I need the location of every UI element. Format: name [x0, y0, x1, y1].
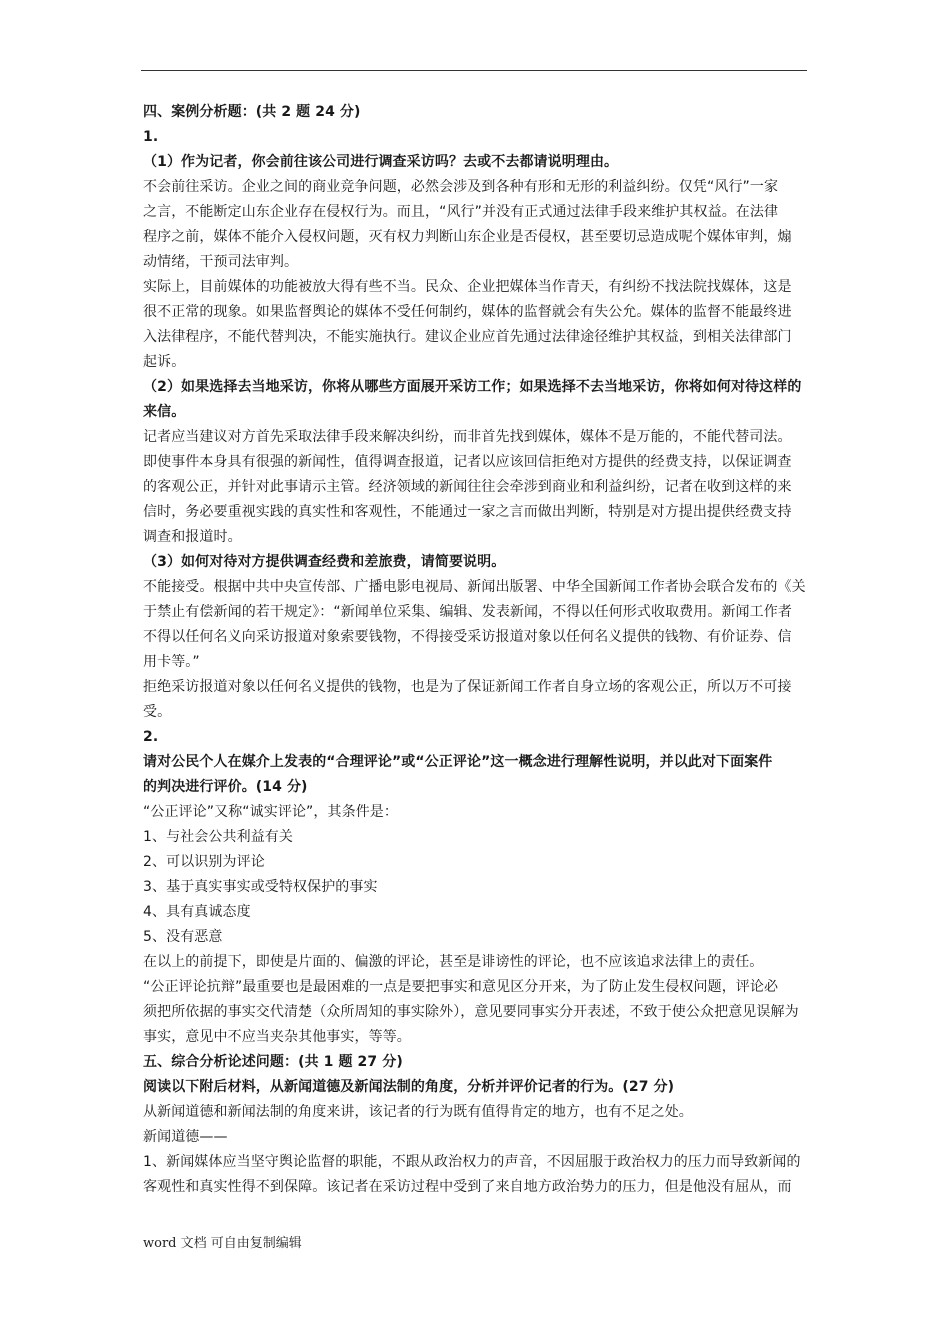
heading-line: 请对公民个人在媒介上发表的“合理评论”或“公正评论”这一概念进行理解性说明，并以此对下面案件 — [143, 754, 773, 770]
heading-line: （1）作为记者，你会前往该公司进行调查采访吗？去或不去都请说明理由。 — [143, 154, 619, 170]
heading-line: （3）如何对待对方提供调查经费和差旅费，请简要说明。 — [143, 554, 506, 570]
text-line: 1、与社会公共利益有关 — [143, 829, 294, 845]
text-line: “公正评论”又称“诚实评论”，其条件是： — [143, 804, 399, 820]
text-line: 用卡等。” — [143, 654, 200, 670]
text-line: 须把所依据的事实交代清楚（众所周知的事实除外），意见要同事实分开表述，不致于使公众把意见误解为 — [143, 1004, 799, 1020]
text-line: 新闻道德—— — [143, 1129, 228, 1145]
text-line: 不能接受。根据中共中央宣传部、广播电影电视局、新闻出版署、中华全国新闻工作者协会联合发布的《关 — [143, 579, 806, 595]
text-line: 受。 — [143, 704, 172, 720]
text-line: 于禁止有偿新闻的若干规定》：“新闻单位采集、编辑、发表新闻，不得以任何形式收取费用。新闻工作者 — [143, 604, 792, 620]
text-line: 信时，务必要重视实践的真实性和客观性，不能通过一家之言而做出判断，特别是对方提出提供经费支持 — [143, 504, 792, 520]
text-line: 事实，意见中不应当夹杂其他事实，等等。 — [143, 1029, 411, 1045]
heading-line: 来信。 — [143, 404, 186, 420]
text-line: 实际上，目前媒体的功能被放大得有些不当。民众、企业把媒体当作青天，有纠纷不找法院找媒体，这是 — [143, 279, 792, 295]
text-line: 之言，不能断定山东企业存在侵权行为。而且，“风行”并没有正式通过法律手段来维护其权益。在法律 — [143, 204, 779, 220]
text-line: 2、可以识别为评论 — [143, 854, 265, 870]
heading-line: 五、综合分析论述问题：(共 1 题 27 分) — [143, 1054, 403, 1070]
text-line: 1、新闻媒体应当坚守舆论监督的职能，不跟从政治权力的声音，不因屈服于政治权力的压力而导致新闻的 — [143, 1154, 801, 1170]
text-line: 拒绝采访报道对象以任何名义提供的钱物，也是为了保证新闻工作者自身立场的客观公正，所以万不可接 — [143, 679, 792, 695]
text-line: 从新闻道德和新闻法制的角度来讲，该记者的行为既有值得肯定的地方，也有不足之处。 — [143, 1104, 693, 1120]
text-line: 调查和报道时。 — [143, 529, 242, 545]
text-line: 不得以任何名义向采访报道对象索要钱物，不得接受采访报道对象以任何名义提供的钱物、有价证券、信 — [143, 629, 792, 645]
text-line: 起诉。 — [143, 354, 186, 370]
text-line: 很不正常的现象。如果监督舆论的媒体不受任何制约，媒体的监督就会有失公允。媒体的监督不能最终进 — [143, 304, 792, 320]
text-line: 4、具有真诚态度 — [143, 904, 251, 920]
text-line: 在以上的前提下，即使是片面的、偏激的评论，甚至是诽谤性的评论，也不应该追求法律上的责任。 — [143, 954, 764, 970]
heading-line: 的判决进行评价。(14 分) — [143, 779, 308, 795]
text-line: 动情绪，干预司法审判。 — [143, 254, 299, 270]
text-line: 记者应当建议对方首先采取法律手段来解决纠纷，而非首先找到媒体，媒体不是万能的，不能代替司法。 — [143, 429, 792, 445]
text-line: 程序之前，媒体不能介入侵权问题，灭有权力判断山东企业是否侵权，甚至要切忌造成呢个媒体审判，煽 — [143, 229, 792, 245]
header-rule — [141, 70, 807, 71]
heading-line: 2. — [143, 729, 159, 745]
text-line: “公正评论抗辩”最重要也是最困难的一点是要把事实和意见区分开来，为了防止发生侵权问题，评论必 — [143, 979, 779, 995]
text-line: 的客观公正，并针对此事请示主管。经济领域的新闻往往会牵涉到商业和利益纠纷，记者在收到这样的来 — [143, 479, 792, 495]
text-line: 即使事件本身具有很强的新闻性，值得调查报道，记者以应该回信拒绝对方提供的经费支持，以保证调查 — [143, 454, 792, 470]
text-line: 客观性和真实性得不到保障。该记者在采访过程中受到了来自地方政治势力的压力，但是他没有屈从，而 — [143, 1179, 792, 1195]
heading-line: （2）如果选择去当地采访，你将从哪些方面展开采访工作；如果选择不去当地采访，你将如何对待这样的 — [143, 379, 802, 395]
text-line: 入法律程序，不能代替判决，不能实施执行。建议企业应首先通过法律途径维护其权益，到相关法律部门 — [143, 329, 792, 345]
heading-line: 1. — [143, 129, 159, 145]
text-line: 3、基于真实事实或受特权保护的事实 — [143, 879, 378, 895]
text-line: 不会前往采访。企业之间的商业竞争问题，必然会涉及到各种有形和无形的利益纠纷。仅凭“风行”一家 — [143, 179, 779, 195]
text-line: 5、没有恶意 — [143, 929, 223, 945]
page-footer: word 文档 可自由复制编辑 — [143, 1236, 302, 1251]
document-body — [143, 100, 811, 1200]
heading-line: 四、案例分析题：(共 2 题 24 分) — [143, 104, 361, 120]
heading-line: 阅读以下附后材料，从新闻道德及新闻法制的角度，分析并评价记者的行为。(27 分) — [143, 1079, 675, 1095]
